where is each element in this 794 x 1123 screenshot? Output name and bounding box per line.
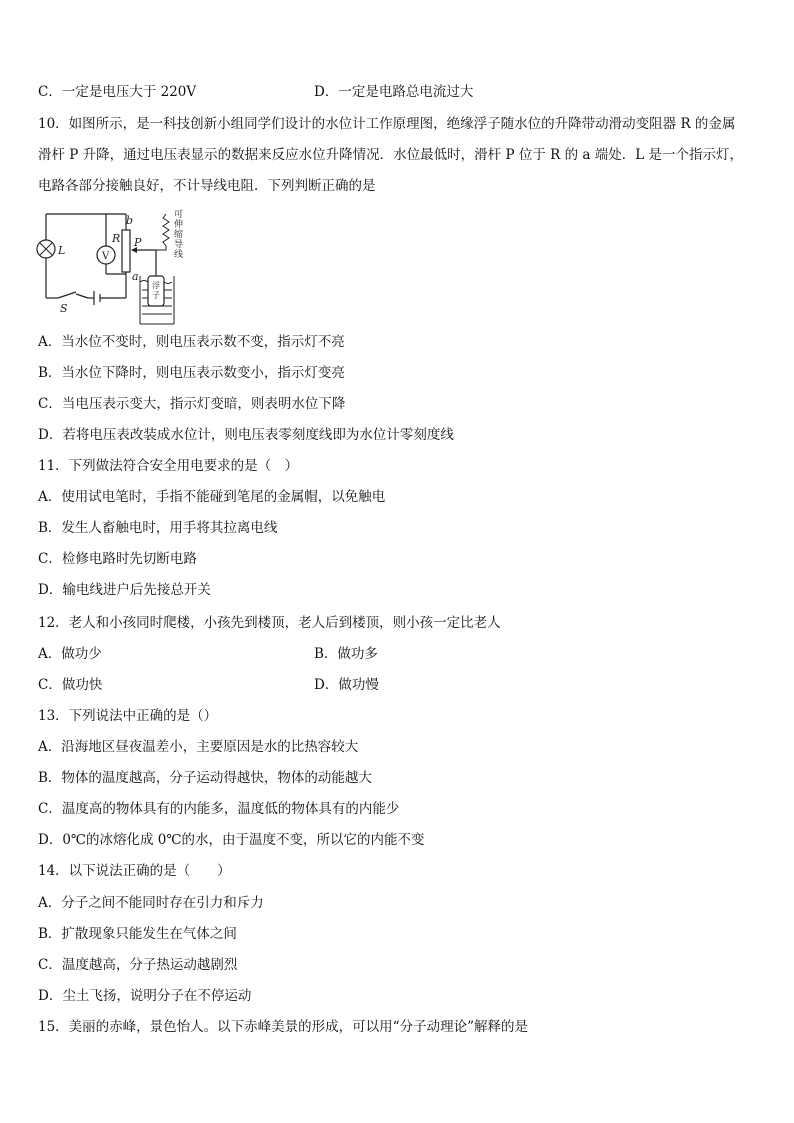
q14-option-a: A．分子之间不能同时存在引力和斥力 bbox=[38, 895, 264, 911]
svg-text:线: 线 bbox=[174, 250, 184, 260]
q10-stem-line-1: 10．如图所示，是一科技创新小组同学们设计的水位计工作原理图，绝缘浮子随水位的升降带动滑动变阻器 R 的金属 bbox=[38, 116, 736, 132]
q12-option-b: B．做功多 bbox=[314, 646, 378, 662]
end-b-label: b bbox=[126, 214, 134, 227]
q12-option-d: D．做功慢 bbox=[314, 677, 379, 693]
q13-option-c: C．温度高的物体具有的内能多，温度低的物体具有的内能少 bbox=[38, 801, 400, 817]
q12-stem: 12．老人和小孩同时爬楼，小孩先到楼顶，老人后到楼顶，则小孩一定比老人 bbox=[38, 615, 501, 631]
q14-stem: 14．以下说法正确的是（ ） bbox=[38, 863, 231, 879]
voltmeter-label: V bbox=[102, 251, 110, 262]
svg-text:伸: 伸 bbox=[174, 220, 184, 230]
q11-option-d: D．输电线进户后先接总开关 bbox=[38, 582, 211, 598]
lamp-label: L bbox=[58, 244, 66, 257]
q10-option-b: B．当水位下降时，则电压表示数变小，指示灯变亮 bbox=[38, 365, 345, 381]
q15-stem: 15．美丽的赤峰，景色怡人。以下赤峰美景的形成，可以用“分子动理论”解释的是 bbox=[38, 1019, 528, 1035]
svg-text:浮: 浮 bbox=[152, 281, 160, 290]
q14-option-d: D．尘土飞扬，说明分子在不停运动 bbox=[38, 988, 252, 1004]
q13-stem: 13．下列说法中正确的是（） bbox=[38, 708, 218, 724]
q10-option-a: A．当水位不变时，则电压表示数不变，指示灯不亮 bbox=[38, 334, 345, 350]
water-level-circuit-diagram bbox=[36, 208, 196, 326]
q10-stem-line-3: 电路各部分接触良好，不计导线电阻．下列判断正确的是 bbox=[38, 178, 376, 194]
svg-text:缩: 缩 bbox=[174, 230, 184, 240]
q11-option-c: C．检修电路时先切断电路 bbox=[38, 551, 197, 567]
q12-option-a: A．做功少 bbox=[38, 646, 102, 662]
q12-option-c: C．做功快 bbox=[38, 677, 103, 693]
q14-option-b: B．扩散现象只能发生在气体之间 bbox=[38, 926, 237, 942]
q10-option-d: D．若将电压表改装成水位计，则电压表零刻度线即为水位计零刻度线 bbox=[38, 427, 454, 443]
slider-label: P bbox=[134, 236, 142, 249]
q11-option-a: A．使用试电笔时，手指不能碰到笔尾的金属帽，以免触电 bbox=[38, 489, 386, 505]
svg-text:子: 子 bbox=[152, 291, 160, 300]
q11-option-b: B．发生人畜触电时，用手将其拉离电线 bbox=[38, 520, 278, 536]
q10-stem-line-2: 滑杆 P 升降，通过电压表显示的数据来反应水位升降情况．水位最低时，滑杆 P 位于 R 的 a 端处．L 是一个指示灯， bbox=[38, 147, 743, 163]
stretchable-wire-label bbox=[174, 209, 183, 260]
q9-option-c: C．一定是电压大于 220V bbox=[38, 84, 197, 100]
q9-option-d: D．一定是电路总电流过大 bbox=[314, 84, 474, 100]
stretchable-wire-icon bbox=[156, 214, 169, 250]
q14-option-c: C．温度越高，分子热运动越剧烈 bbox=[38, 957, 238, 973]
resistor-label: R bbox=[112, 232, 121, 245]
q13-option-a: A．沿海地区昼夜温差小，主要原因是水的比热容较大 bbox=[38, 739, 359, 755]
svg-text:可: 可 bbox=[174, 210, 184, 220]
switch-label: S bbox=[60, 302, 68, 315]
end-a-label: a bbox=[132, 270, 139, 283]
svg-text:导: 导 bbox=[174, 240, 184, 250]
q11-stem: 11．下列做法符合安全用电要求的是（ ） bbox=[38, 458, 299, 474]
q13-option-d: D．0℃的冰熔化成 0℃的水，由于温度不变，所以它的内能不变 bbox=[38, 832, 425, 848]
q10-option-c: C．当电压表示变大，指示灯变暗，则表明水位下降 bbox=[38, 396, 346, 412]
q13-option-b: B．物体的温度越高，分子运动得越快，物体的动能越大 bbox=[38, 770, 372, 786]
